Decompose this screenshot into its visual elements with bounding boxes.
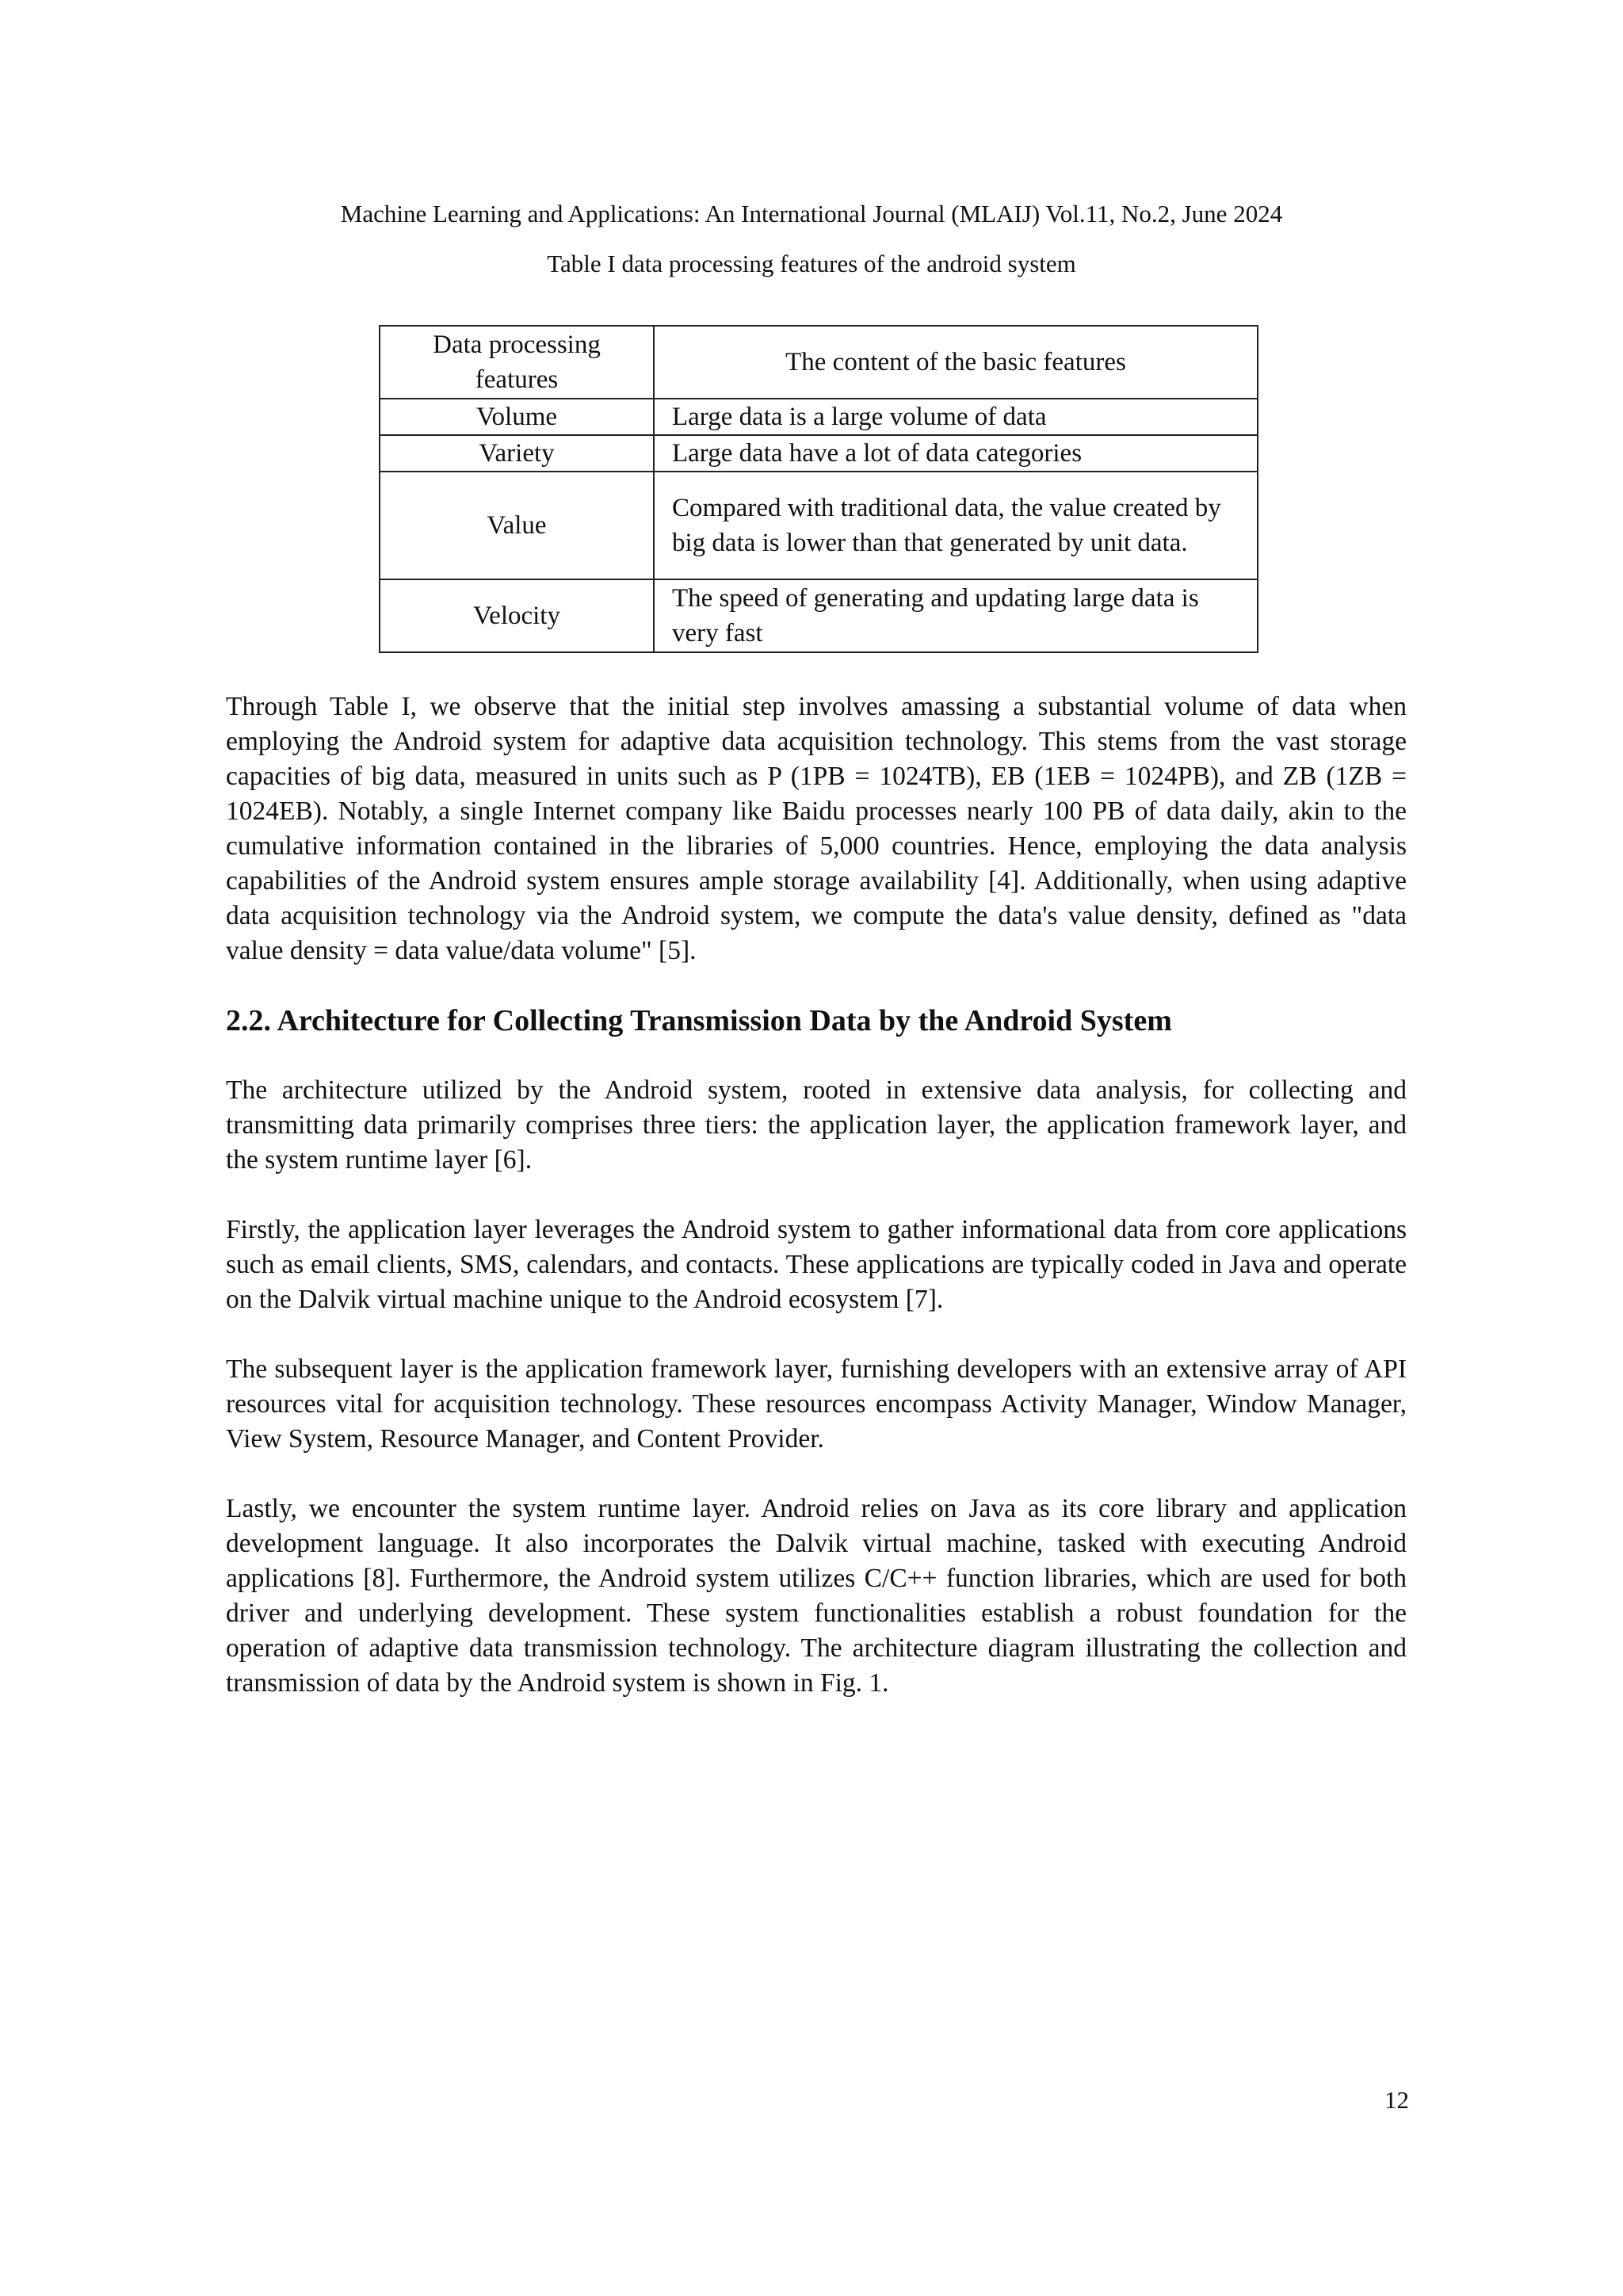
table-header-row bbox=[380, 326, 1258, 399]
features-table bbox=[379, 325, 1258, 653]
running-head: Machine Learning and Applications: An International Journal (MLAIJ) Vol.11, No.2, June 2024 bbox=[340, 200, 1283, 227]
table-row bbox=[380, 579, 1258, 652]
page-number: 12 bbox=[1384, 2086, 1409, 2114]
body-paragraph: Through Table I, we observe that the initial step involves amassing a substantial volume of data when employing the Android system for adaptive data acquisition technology. This stems from the vast storage capacities of big data, measured in units such as P (1PB = 1024TB), EB (1EB = 1024PB), and ZB (1ZB = 1024EB). Notably, a single Internet company like Baidu processes nearly 100 PB of data daily, akin to the cumulative information contained in the libraries of 5,000 countries. Hence, employing the data analysis capabilities of the Android system ensures ample storage availability [4]. Additionally, when using adaptive data acquisition technology via the Android system, we compute the data's value density, defined as "data value density = data value/data volume" [5]. bbox=[226, 692, 1407, 965]
table-caption: Table I data processing features of the android system bbox=[547, 250, 1076, 277]
body-paragraph: Lastly, we encounter the system runtime layer. Android relies on Java as its core library and application development language. It also incorporates the Dalvik virtual machine, tasked with executing Android applications [8]. Furthermore, the Android system utilizes C/C++ function libraries, which are used for both driver and underlying development. These system functionalities establish a robust foundation for the operation of adaptive data transmission technology. The architecture diagram illustrating the collection and transmission of data by the Android system is shown in Fig. 1. bbox=[226, 1494, 1407, 1698]
table-cell-content: Large data is a large volume of data bbox=[654, 399, 1258, 435]
table-cell-feature: Velocity bbox=[380, 579, 654, 652]
table-header-feature: Data processing features bbox=[380, 326, 654, 399]
table-cell-content: The speed of generating and updating large data is very fast bbox=[654, 579, 1258, 652]
body-paragraph: Firstly, the application layer leverages the Android system to gather informational data from core applications such as email clients, SMS, calendars, and contacts. These applications are typically coded in Java and operate on the Dalvik virtual machine unique to the Android ecosystem [7]. bbox=[226, 1215, 1407, 1314]
table-cell-feature: Value bbox=[380, 472, 654, 579]
body-paragraph: The architecture utilized by the Android system, rooted in extensive data analysis, for collecting and transmitting data primarily comprises three tiers: the application layer, the application framework layer, and the system runtime layer [6]. bbox=[226, 1075, 1407, 1175]
table-cell-feature: Variety bbox=[380, 435, 654, 472]
section-heading: 2.2. Architecture for Collecting Transmission Data by the Android System bbox=[226, 1004, 1172, 1037]
table-header-content: The content of the basic features bbox=[654, 326, 1258, 399]
table-row bbox=[380, 435, 1258, 472]
table-cell-content: Large data have a lot of data categories bbox=[654, 435, 1258, 472]
table-row bbox=[380, 399, 1258, 435]
table-row bbox=[380, 472, 1258, 579]
body-content bbox=[226, 690, 1407, 1736]
body-paragraph: The subsequent layer is the application framework layer, furnishing developers with an extensive array of API resources vital for acquisition technology. These resources encompass Activity Manager, Window Manager, View System, Resource Manager, and Content Provider. bbox=[226, 1354, 1407, 1454]
table-cell-feature: Volume bbox=[380, 399, 654, 435]
table-cell-content: Compared with traditional data, the value created by big data is lower than that generated by unit data. bbox=[654, 472, 1258, 579]
